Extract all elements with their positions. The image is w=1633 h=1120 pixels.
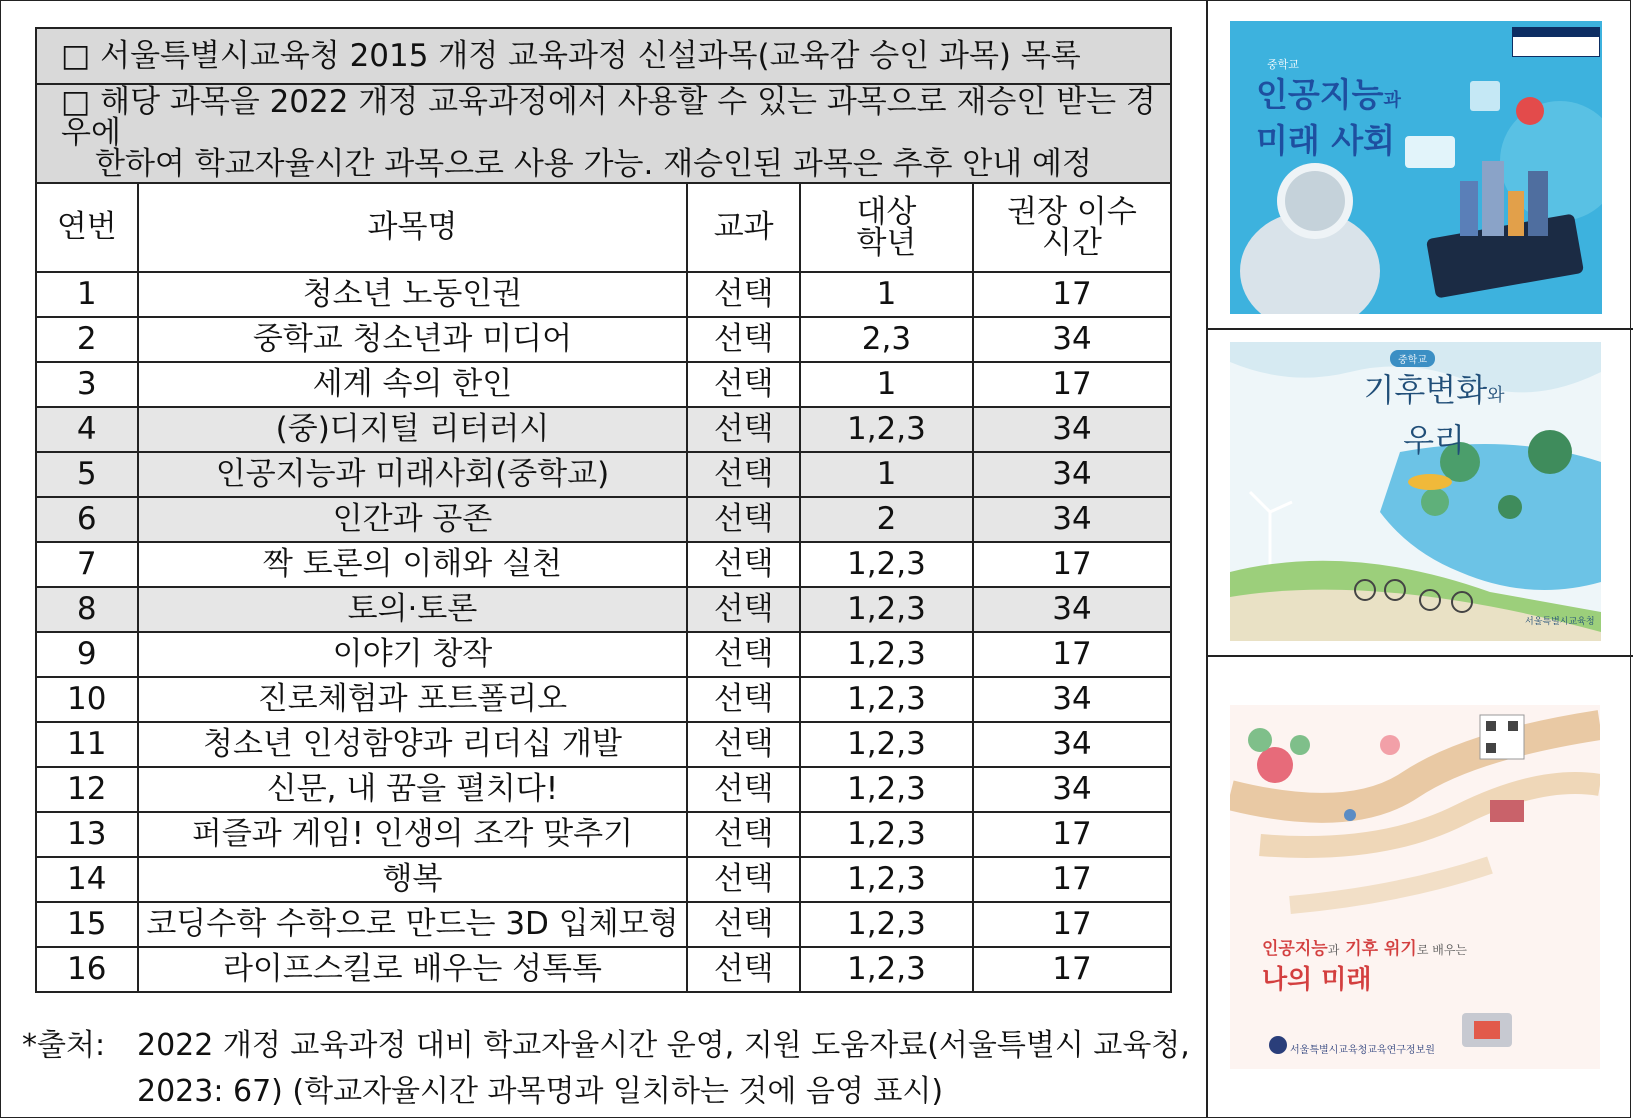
cell-name: 청소년 노동인권 xyxy=(138,272,688,317)
header-subject: 교과 xyxy=(687,183,800,272)
table-row xyxy=(36,317,1171,362)
cell-name: 중학교 청소년과 미디어 xyxy=(138,317,688,362)
table-title: □ 서울특별시교육청 2015 개정 교육과정 신설과목(교육감 승인 과목) 목록 xyxy=(36,28,1171,84)
ai-cover-title-part1: 인공지능 xyxy=(1256,75,1384,114)
header-hours-line1: 권장 이수 xyxy=(1007,193,1137,230)
cell-subject: 선택 xyxy=(687,587,800,632)
cell-grade: 1,2,3 xyxy=(800,857,973,902)
cell-no: 7 xyxy=(36,542,138,587)
ai-cover-top-box xyxy=(1512,27,1600,57)
cell-grade: 1 xyxy=(800,452,973,497)
table-row xyxy=(36,362,1171,407)
cell-no: 6 xyxy=(36,497,138,542)
cell-name: 퍼즐과 게임! 인생의 조각 맞추기 xyxy=(138,812,688,857)
cell-name: 짝 토론의 이해와 실천 xyxy=(138,542,688,587)
cell-name: 신문, 내 꿈을 펼치다! xyxy=(138,767,688,812)
cell-subject: 선택 xyxy=(687,497,800,542)
cell-subject: 선택 xyxy=(687,452,800,497)
header-name: 과목명 xyxy=(138,183,688,272)
future-cover-part-b: 과 xyxy=(1327,943,1340,957)
table-row xyxy=(36,407,1171,452)
ai-cover-badge: 중학교 xyxy=(1267,58,1299,71)
cell-name: 인간과 공존 xyxy=(138,497,688,542)
cell-grade: 1,2,3 xyxy=(800,902,973,947)
climate-cover-title-part1: 기후변화 xyxy=(1363,371,1488,409)
cell-subject: 선택 xyxy=(687,947,800,992)
cell-hours: 34 xyxy=(973,722,1171,767)
cell-grade: 1 xyxy=(800,272,973,317)
cell-no: 2 xyxy=(36,317,138,362)
table-title-row xyxy=(36,28,1171,84)
future-cover-title: 나의 미래 xyxy=(1262,965,1372,995)
cell-grade: 1,2,3 xyxy=(800,812,973,857)
header-grade xyxy=(800,183,973,272)
cell-no: 15 xyxy=(36,902,138,947)
cell-no: 16 xyxy=(36,947,138,992)
cell-name: 행복 xyxy=(138,857,688,902)
cell-no: 1 xyxy=(36,272,138,317)
cell-hours: 17 xyxy=(973,272,1171,317)
cover-divider-1 xyxy=(1207,328,1633,330)
cell-name: 청소년 인성함양과 리더십 개발 xyxy=(138,722,688,767)
source-note xyxy=(22,1023,1190,1115)
cell-hours: 34 xyxy=(973,497,1171,542)
table-row xyxy=(36,767,1171,812)
cell-grade: 1,2,3 xyxy=(800,542,973,587)
cover-divider-2 xyxy=(1207,655,1633,657)
ai-cover-title-part2: 미래 사회 xyxy=(1256,121,1396,160)
climate-cover-badge: 중학교 xyxy=(1390,350,1435,367)
table-row xyxy=(36,677,1171,722)
cell-hours: 34 xyxy=(973,452,1171,497)
cell-hours: 34 xyxy=(973,317,1171,362)
future-cover-illustration xyxy=(1230,705,1600,1069)
climate-cover-title xyxy=(1334,368,1534,462)
source-line-2: 2023: 67) (학교자율시간 과목명과 일치하는 것에 음영 표시) xyxy=(137,1074,944,1109)
future-cover-publisher: 서울특별시교육청교육연구정보원 xyxy=(1290,1045,1435,1056)
table-row xyxy=(36,812,1171,857)
cell-hours: 17 xyxy=(973,857,1171,902)
header-hours xyxy=(973,183,1171,272)
cell-subject: 선택 xyxy=(687,812,800,857)
cell-no: 11 xyxy=(36,722,138,767)
future-cover-part-a: 인공지능 xyxy=(1262,939,1328,959)
table-row xyxy=(36,452,1171,497)
cell-grade: 1,2,3 xyxy=(800,632,973,677)
cell-subject: 선택 xyxy=(687,902,800,947)
ai-cover-title xyxy=(1256,75,1401,161)
header-grade-line2: 학년 xyxy=(856,224,917,261)
cell-subject: 선택 xyxy=(687,767,800,812)
cell-grade: 2 xyxy=(800,497,973,542)
cell-subject: 선택 xyxy=(687,362,800,407)
climate-cover-title-part2: 우리 xyxy=(1403,421,1465,459)
table-row xyxy=(36,587,1171,632)
cell-hours: 17 xyxy=(973,812,1171,857)
cover-climate-change xyxy=(1230,342,1601,641)
cell-subject: 선택 xyxy=(687,857,800,902)
cell-subject: 선택 xyxy=(687,272,800,317)
cell-subject: 선택 xyxy=(687,407,800,452)
cell-no: 10 xyxy=(36,677,138,722)
cell-subject: 선택 xyxy=(687,317,800,362)
future-cover-part-d: 로 배우는 xyxy=(1416,943,1468,957)
cell-name: 토의·토론 xyxy=(138,587,688,632)
cell-grade: 1,2,3 xyxy=(800,407,973,452)
table-row xyxy=(36,902,1171,947)
cover-my-future xyxy=(1230,705,1600,1069)
header-hours-line2: 시간 xyxy=(1041,224,1102,261)
cell-hours: 17 xyxy=(973,947,1171,992)
source-label: *출처: xyxy=(22,1028,106,1063)
notice-line-1: □ 해당 과목을 2022 개정 교육과정에서 사용할 수 있는 과목으로 재승인 받는 경우에 xyxy=(61,84,1156,151)
table-row xyxy=(36,632,1171,677)
table-row xyxy=(36,497,1171,542)
cell-hours: 17 xyxy=(973,632,1171,677)
table-row xyxy=(36,857,1171,902)
table-notice xyxy=(36,84,1171,183)
notice-line-2: 한하여 학교자율시간 과목으로 사용 가능. 재승인된 과목은 추후 안내 예정 xyxy=(95,146,1092,182)
cell-no: 3 xyxy=(36,362,138,407)
cell-grade: 1,2,3 xyxy=(800,767,973,812)
cell-subject: 선택 xyxy=(687,542,800,587)
source-line-1: 2022 개정 교육과정 대비 학교자율시간 운영, 지원 도움자료(서울특별시 교육청, xyxy=(137,1028,1190,1063)
cell-grade: 1,2,3 xyxy=(800,722,973,767)
cell-hours: 17 xyxy=(973,542,1171,587)
cell-no: 5 xyxy=(36,452,138,497)
cell-name: 인공지능과 미래사회(중학교) xyxy=(138,452,688,497)
cell-name: 라이프스킬로 배우는 성톡톡 xyxy=(138,947,688,992)
cell-no: 4 xyxy=(36,407,138,452)
future-cover-subtitle xyxy=(1262,934,1467,959)
cell-hours: 34 xyxy=(973,407,1171,452)
header-grade-line1: 대상 xyxy=(856,193,917,230)
future-cover-part-c: 기후 위기 xyxy=(1345,939,1417,959)
vertical-divider xyxy=(1206,0,1208,1118)
cell-no: 9 xyxy=(36,632,138,677)
table-notice-row xyxy=(36,84,1171,183)
climate-cover-publisher: 서울특별시교육청 xyxy=(1525,617,1595,627)
cell-subject: 선택 xyxy=(687,632,800,677)
cell-no: 12 xyxy=(36,767,138,812)
cell-hours: 34 xyxy=(973,677,1171,722)
cell-hours: 34 xyxy=(973,587,1171,632)
cell-subject: 선택 xyxy=(687,677,800,722)
cell-name: 이야기 창작 xyxy=(138,632,688,677)
subject-table xyxy=(35,27,1172,993)
cell-no: 14 xyxy=(36,857,138,902)
cell-no: 8 xyxy=(36,587,138,632)
table-row xyxy=(36,722,1171,767)
climate-cover-title-small: 와 xyxy=(1487,385,1505,406)
cell-name: (중)디지털 리터러시 xyxy=(138,407,688,452)
header-no: 연번 xyxy=(36,183,138,272)
cell-grade: 1 xyxy=(800,362,973,407)
cell-name: 코딩수학 수학으로 만드는 3D 입체모형 xyxy=(138,902,688,947)
cell-grade: 1,2,3 xyxy=(800,947,973,992)
cell-hours: 34 xyxy=(973,767,1171,812)
cell-grade: 2,3 xyxy=(800,317,973,362)
cell-no: 13 xyxy=(36,812,138,857)
table-row xyxy=(36,272,1171,317)
column-header-row xyxy=(36,183,1171,272)
ai-cover-title-small: 과 xyxy=(1383,90,1401,111)
table-row xyxy=(36,542,1171,587)
cell-hours: 17 xyxy=(973,902,1171,947)
cell-grade: 1,2,3 xyxy=(800,587,973,632)
table-row xyxy=(36,947,1171,992)
cell-subject: 선택 xyxy=(687,722,800,767)
cell-grade: 1,2,3 xyxy=(800,677,973,722)
cover-ai-future-society xyxy=(1230,21,1602,314)
cell-name: 세계 속의 한인 xyxy=(138,362,688,407)
cell-hours: 17 xyxy=(973,362,1171,407)
cell-name: 진로체험과 포트폴리오 xyxy=(138,677,688,722)
